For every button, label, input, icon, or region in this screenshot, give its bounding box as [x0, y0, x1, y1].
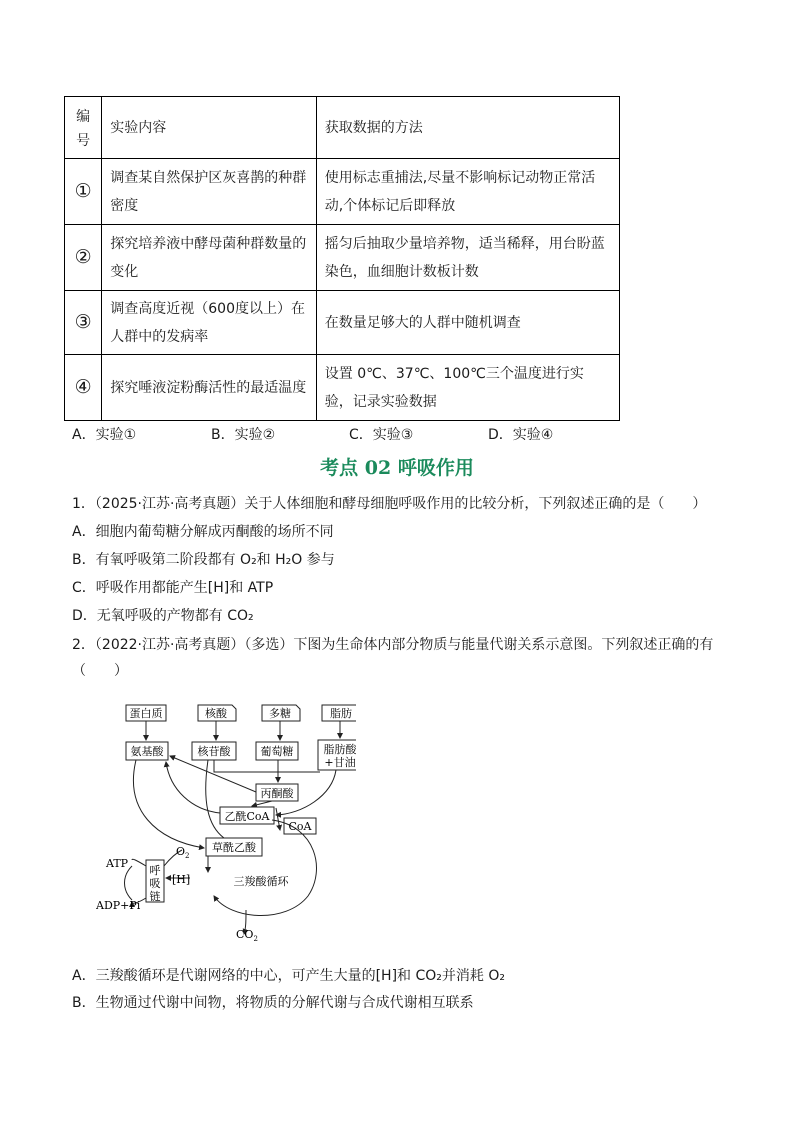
- table-row: [65, 225, 620, 291]
- option-b[interactable]: B．实验②: [211, 427, 276, 443]
- row-number: ④: [65, 355, 102, 421]
- row-content: 探究培养液中酵母菌种群数量的变化: [102, 225, 317, 291]
- fatty-acid-label: 脂肪酸: [323, 743, 356, 756]
- oxaloacetate-label: 草酰乙酸: [212, 841, 256, 854]
- chain-char-3: 链: [149, 890, 161, 903]
- co2-label: $CO_2$: [236, 928, 258, 943]
- polysaccharide-label: 多糖: [269, 707, 291, 720]
- row-content: 调查某自然保护区灰喜鹊的种群密度: [102, 159, 317, 225]
- table-header-row: [65, 97, 620, 159]
- row-method: 在数量足够大的人群中随机调查: [316, 291, 619, 355]
- nucleic-acid-label: 核酸: [205, 707, 227, 720]
- option-c[interactable]: C．实验③: [349, 427, 414, 443]
- q1-option-d[interactable]: D．无氧呼吸的产物都有 CO₂: [72, 608, 254, 624]
- coa-label: CoA: [288, 820, 312, 833]
- metabolism-diagram: [96, 700, 356, 945]
- header-number-text: 编号: [76, 108, 91, 149]
- tca-cycle-label: 三羧酸循环: [233, 875, 289, 888]
- row-method: 摇匀后抽取少量培养物，适当稀释，用台盼蓝染色，血细胞计数板计数: [316, 225, 619, 291]
- acetyl-coa-label: 乙酰CoA: [224, 810, 270, 823]
- header-number: [65, 97, 102, 159]
- q2-option-a[interactable]: A．三羧酸循环是代谢网络的中心，可产生大量的[H]和 CO₂并消耗 O₂: [72, 968, 505, 984]
- table-row: [65, 355, 620, 421]
- question-2-blank: （ ）: [72, 663, 128, 679]
- row-content: 调查高度近视（600度以上）在人群中的发病率: [102, 291, 317, 355]
- q2-option-b[interactable]: B．生物通过代谢中间物，将物质的分解代谢与合成代谢相互联系: [72, 995, 474, 1011]
- table-row: [65, 291, 620, 355]
- h-label: [H]: [172, 873, 191, 886]
- question-2-stem: 2．（2022·江苏·高考真题）（多选）下图为生命体内部分物质与能量代谢关系示意图。下列叙述正确的有: [72, 637, 714, 653]
- glycerol-label: +甘油: [324, 756, 356, 769]
- row-content: 探究唾液淀粉酶活性的最适温度: [102, 355, 317, 421]
- atp-label: ATP: [106, 857, 129, 870]
- q1-option-c[interactable]: C．呼吸作用都能产生[H]和 ATP: [72, 580, 274, 596]
- amino-acid-label: 氨基酸: [130, 745, 164, 758]
- table-row: [65, 159, 620, 225]
- adp-label: ADP+Pi: [96, 899, 141, 912]
- nucleotide-label: 核苷酸: [197, 745, 231, 758]
- q1-option-b[interactable]: B．有氧呼吸第二阶段都有 O₂和 H₂O 参与: [72, 552, 335, 568]
- o2-label: $O_2$: [176, 845, 190, 860]
- fat-label: 脂肪: [330, 707, 352, 720]
- chain-char-2: 吸: [149, 877, 161, 890]
- option-d[interactable]: D．实验④: [488, 427, 554, 443]
- row-method: 使用标志重捕法,尽量不影响标记动物正常活动,个体标记后即释放: [316, 159, 619, 225]
- chain-char-1: 呼: [149, 864, 161, 877]
- experiment-table: [64, 96, 620, 421]
- protein-label: 蛋白质: [129, 707, 163, 720]
- row-number: ①: [65, 159, 102, 225]
- pyruvate-label: 丙酮酸: [260, 787, 294, 800]
- row-number: ②: [65, 225, 102, 291]
- q1-option-a[interactable]: A．细胞内葡萄糖分解成丙酮酸的场所不同: [72, 524, 334, 540]
- row-number: ③: [65, 291, 102, 355]
- question-1-stem: 1．（2025·江苏·高考真题）关于人体细胞和酵母细胞呼吸作用的比较分析，下列叙述正确的是（ ）: [72, 496, 707, 512]
- header-method: 获取数据的方法: [316, 97, 619, 159]
- glucose-label: 葡萄糖: [260, 745, 294, 758]
- row-method: 设置 0℃、37℃、100℃三个温度进行实验，记录实验数据: [316, 355, 619, 421]
- header-content: 实验内容: [102, 97, 317, 159]
- section-title: 考点 02 呼吸作用: [320, 457, 474, 479]
- option-a[interactable]: A．实验①: [72, 427, 137, 443]
